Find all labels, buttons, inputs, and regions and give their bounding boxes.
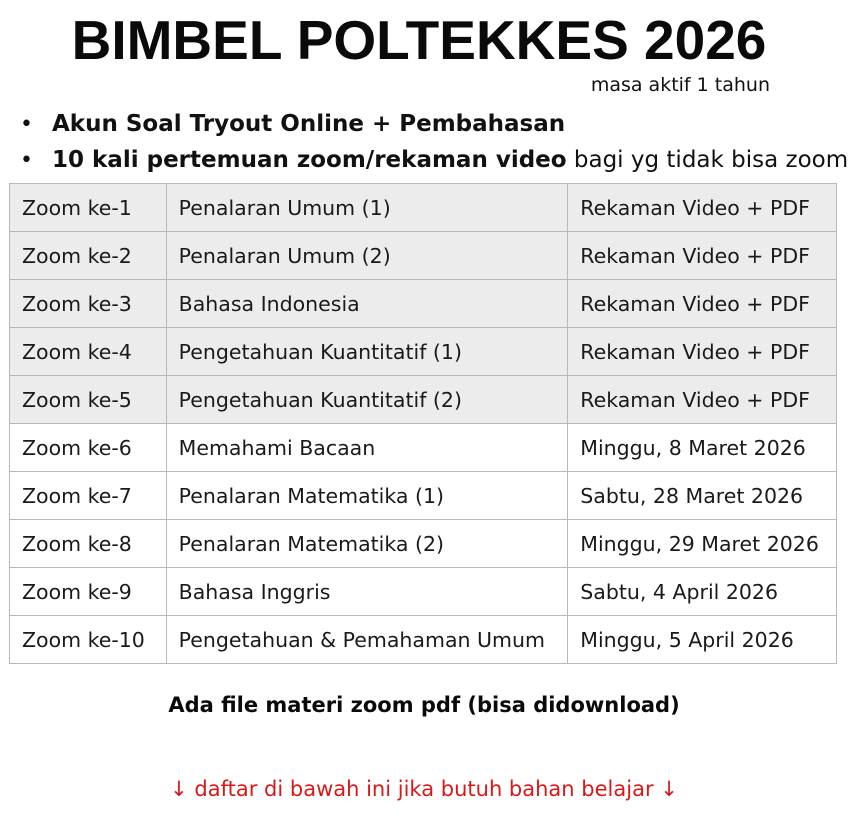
zoom-schedule-table: [9, 183, 837, 664]
info-cell: Minggu, 5 April 2026: [568, 616, 837, 664]
session-cell: Zoom ke-8: [10, 520, 167, 568]
session-cell: Zoom ke-3: [10, 280, 167, 328]
topic-cell: Memahami Bacaan: [166, 424, 568, 472]
topic-cell: Penalaran Matematika (2): [166, 520, 568, 568]
feature-item-tryout: [20, 108, 840, 144]
page-title: BIMBEL POLTEKKES 2026: [71, 9, 767, 71]
feature-text-rest: bagi yg tidak bisa zoom: [566, 147, 848, 173]
session-cell: Zoom ke-5: [10, 376, 167, 424]
session-cell: Zoom ke-2: [10, 232, 167, 280]
info-cell: Minggu, 29 Maret 2026: [568, 520, 837, 568]
topic-cell: Penalaran Matematika (1): [166, 472, 568, 520]
table-row: [10, 616, 837, 664]
topic-cell: Penalaran Umum (1): [166, 184, 568, 232]
table-row: [10, 280, 837, 328]
session-cell: Zoom ke-7: [10, 472, 167, 520]
table-row: [10, 568, 837, 616]
info-cell: Rekaman Video + PDF: [568, 328, 837, 376]
topic-cell: Pengetahuan Kuantitatif (1): [166, 328, 568, 376]
table-row: [10, 424, 837, 472]
topic-cell: Pengetahuan & Pemahaman Umum: [166, 616, 568, 664]
session-cell: Zoom ke-4: [10, 328, 167, 376]
session-cell: Zoom ke-6: [10, 424, 167, 472]
session-cell: Zoom ke-10: [10, 616, 167, 664]
info-cell: Rekaman Video + PDF: [568, 184, 837, 232]
session-cell: Zoom ke-9: [10, 568, 167, 616]
session-cell: Zoom ke-1: [10, 184, 167, 232]
feature-item-zoom: [20, 144, 848, 180]
topic-cell: Penalaran Umum (2): [166, 232, 568, 280]
topic-cell: Bahasa Inggris: [166, 568, 568, 616]
topic-cell: Pengetahuan Kuantitatif (2): [166, 376, 568, 424]
bullet-icon: •: [20, 112, 33, 137]
feature-text-bold: 10 kali pertemuan zoom/rekaman video: [52, 147, 567, 173]
active-period-label: masa aktif 1 tahun: [590, 74, 770, 96]
topic-cell: Bahasa Indonesia: [166, 280, 568, 328]
feature-list: [20, 108, 848, 180]
info-cell: Minggu, 8 Maret 2026: [568, 424, 837, 472]
info-cell: Rekaman Video + PDF: [568, 280, 837, 328]
info-cell: Rekaman Video + PDF: [568, 376, 837, 424]
pdf-download-note: Ada file materi zoom pdf (bisa didownload): [168, 693, 680, 717]
register-below-cta: ↓ daftar di bawah ini jika butuh bahan belajar ↓: [170, 777, 678, 801]
table-row: [10, 232, 837, 280]
bullet-icon: •: [20, 148, 33, 173]
info-cell: Sabtu, 28 Maret 2026: [568, 472, 837, 520]
info-cell: Sabtu, 4 April 2026: [568, 568, 837, 616]
table-row: [10, 184, 837, 232]
table-row: [10, 376, 837, 424]
info-cell: Rekaman Video + PDF: [568, 232, 837, 280]
table-row: [10, 472, 837, 520]
feature-text-bold: Akun Soal Tryout Online + Pembahasan: [52, 111, 566, 137]
table-row: [10, 328, 837, 376]
table-row: [10, 520, 837, 568]
